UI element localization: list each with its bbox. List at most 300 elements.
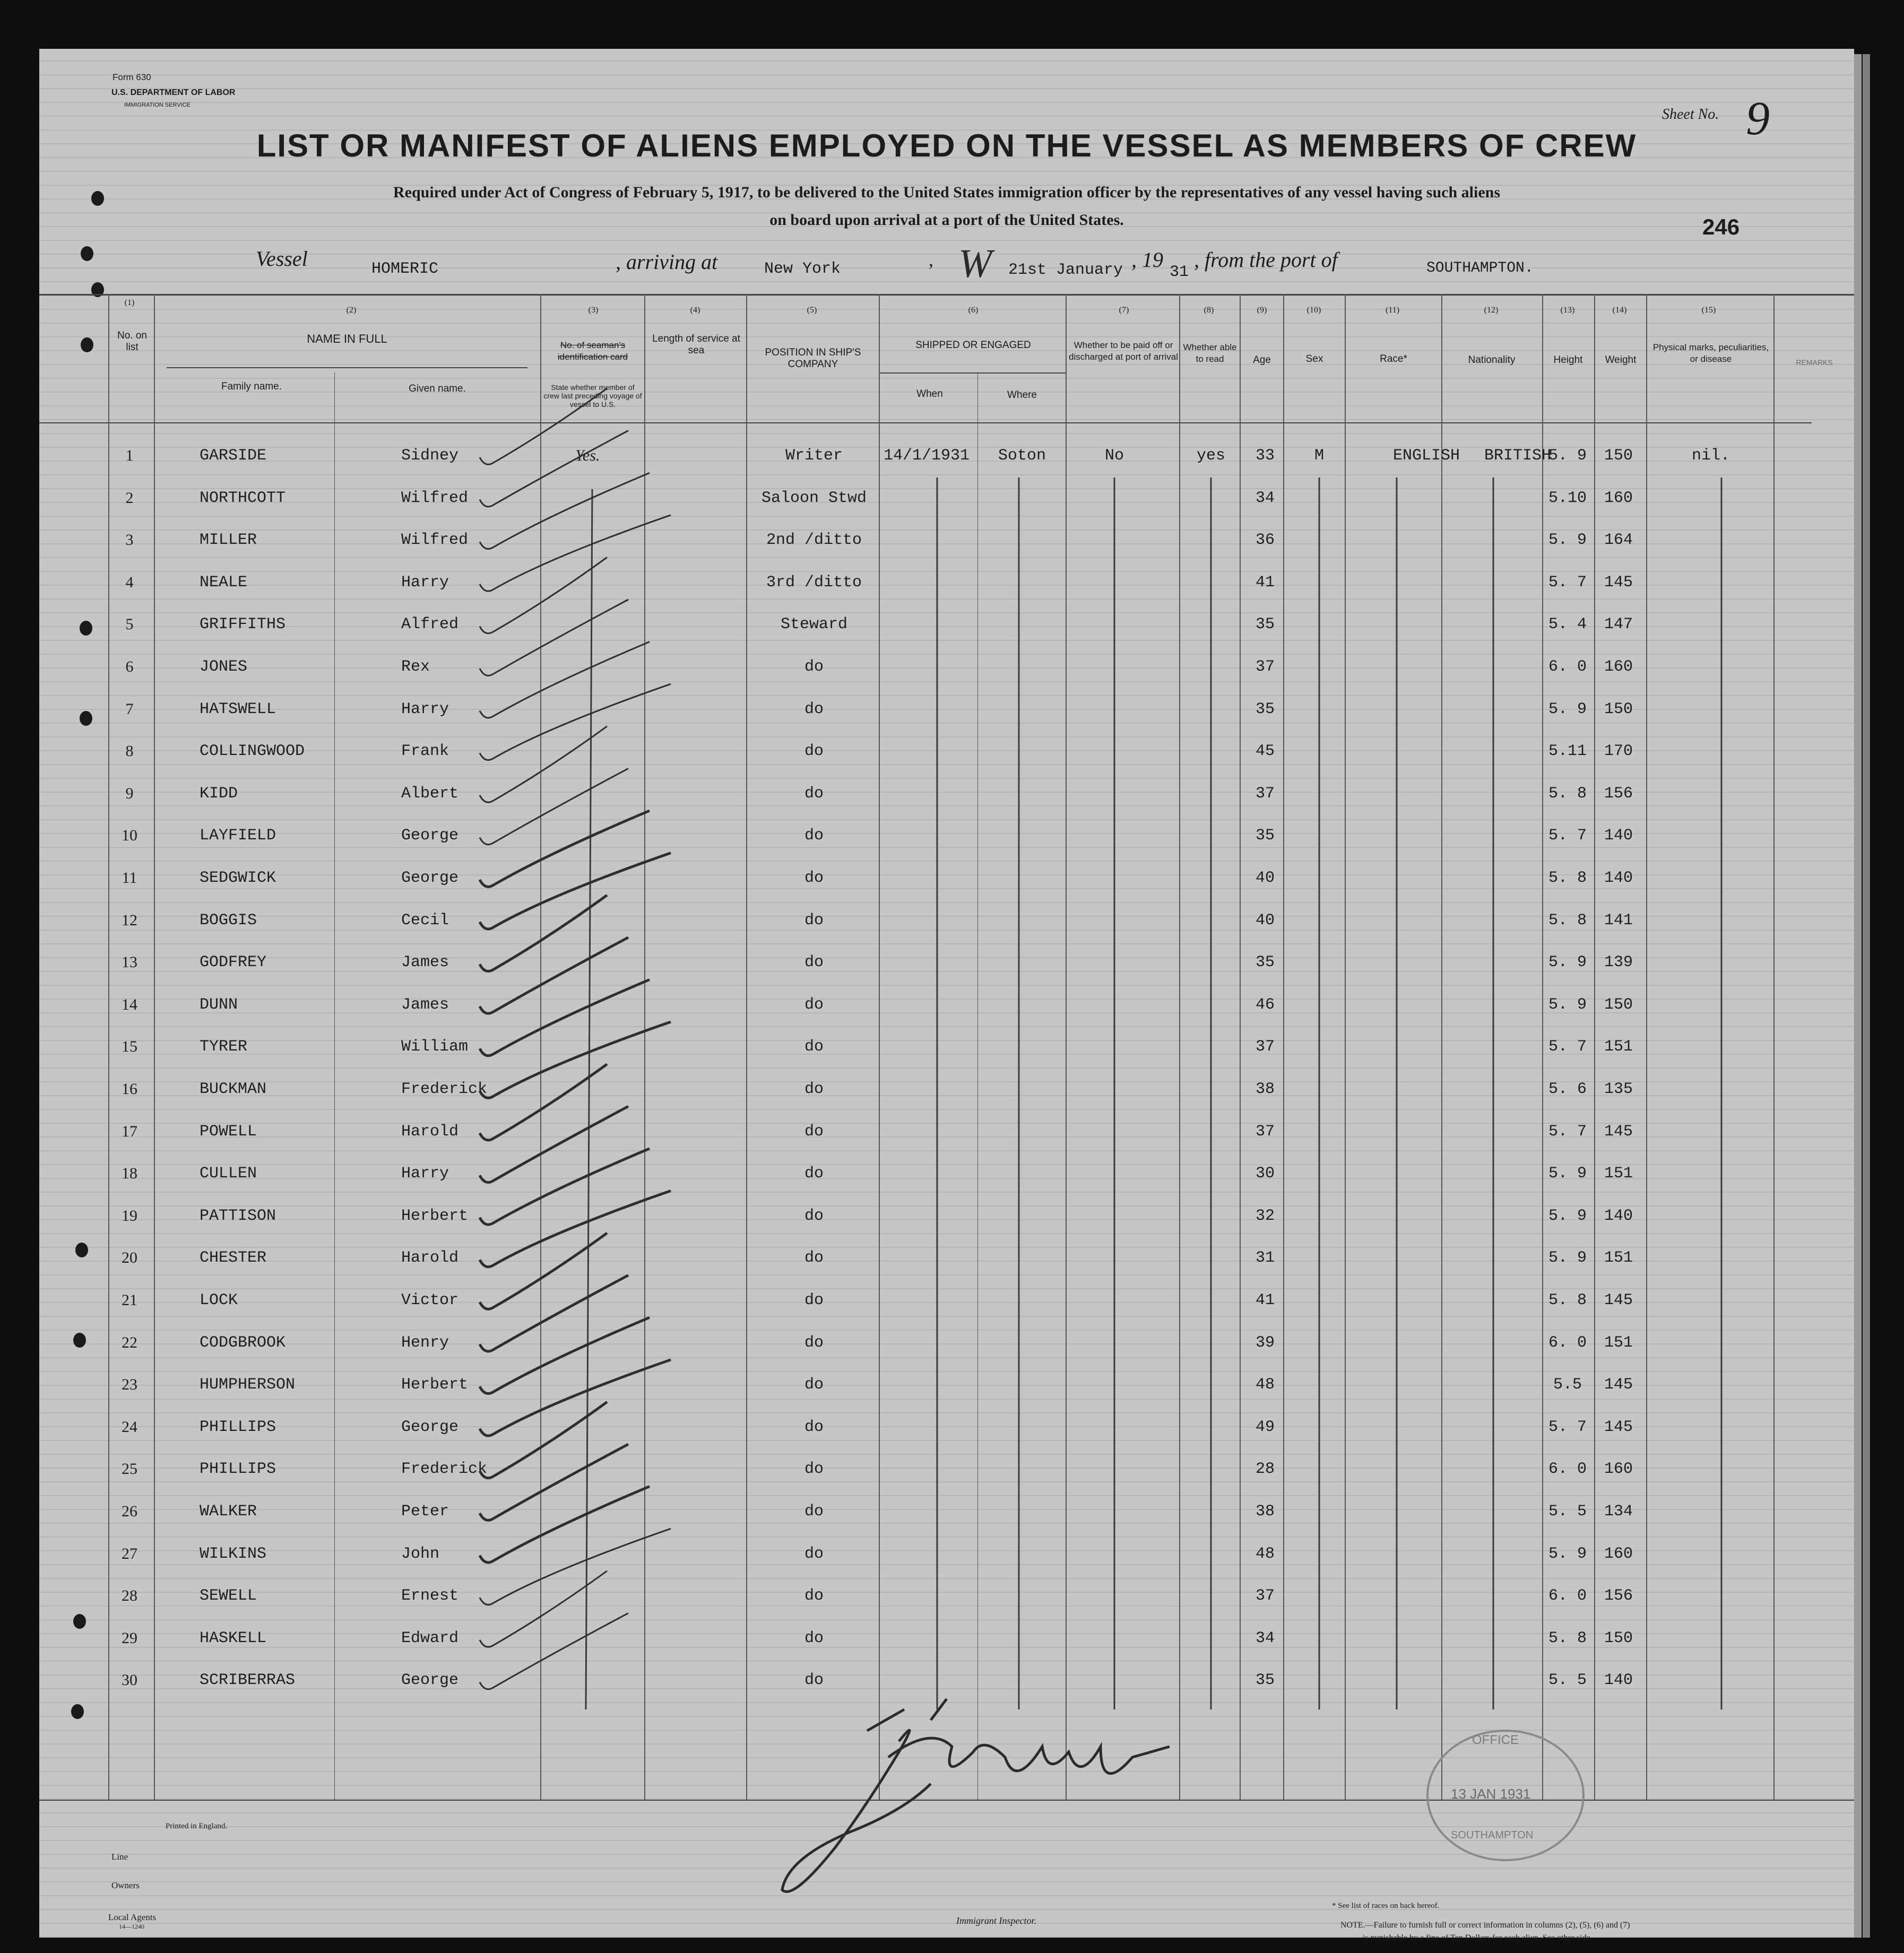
page-title: LIST OR MANIFEST OF ALIENS EMPLOYED ON THE VESSEL AS MEMBERS OF CREW bbox=[256, 128, 1637, 163]
cell-age: 48 bbox=[1255, 1544, 1275, 1563]
cell-age: 28 bbox=[1255, 1460, 1275, 1479]
cell-height: 6. 0 bbox=[1548, 658, 1587, 676]
cell-weight: 151 bbox=[1604, 1165, 1633, 1183]
column-number: (5) bbox=[807, 306, 817, 315]
header-name-in-full: NAME IN FULL bbox=[307, 332, 387, 345]
cell-family: MILLER bbox=[200, 531, 257, 550]
cell-height: 5. 8 bbox=[1548, 869, 1587, 887]
cell-height: 5.11 bbox=[1548, 742, 1587, 761]
year-suffix: 31 bbox=[1170, 263, 1189, 281]
header-position: POSITION IN SHIP'S COMPANY bbox=[765, 347, 861, 370]
vessel-name: HOMERIC bbox=[371, 260, 439, 278]
printed-note: Printed in England. bbox=[166, 1822, 228, 1830]
from-port: SOUTHAMPTON. bbox=[1426, 260, 1534, 276]
header-seaman-note: State whether member of crew last preceding voyage of vessel to U.S. bbox=[543, 383, 642, 409]
cell-sex: M bbox=[1314, 447, 1324, 465]
cell-position: do bbox=[804, 911, 824, 930]
cell-weight: 156 bbox=[1604, 1587, 1633, 1605]
cell-height: 5. 7 bbox=[1548, 827, 1587, 845]
cell-height: 5.10 bbox=[1548, 489, 1587, 507]
cell-no: 13 bbox=[122, 953, 137, 971]
cell-no: 1 bbox=[125, 447, 134, 464]
line-label: Line bbox=[111, 1852, 128, 1862]
cell-weight: 139 bbox=[1604, 953, 1633, 972]
column-number: (10) bbox=[1306, 306, 1321, 315]
cell-no: 18 bbox=[122, 1165, 137, 1183]
header-no-on-list: No. on list bbox=[117, 330, 147, 353]
cell-height: 5. 9 bbox=[1548, 1206, 1587, 1225]
cell-age: 37 bbox=[1255, 1038, 1275, 1056]
cell-weight: 145 bbox=[1604, 1122, 1633, 1141]
penalty-note-1: NOTE.—Failure to furnish full or correct information in columns (2), (5), (6) and (7) bbox=[1340, 1921, 1630, 1930]
cell-height: 5. 9 bbox=[1548, 700, 1587, 718]
cell-family: JONES bbox=[200, 658, 248, 676]
cell-weight: 160 bbox=[1604, 658, 1633, 676]
cell-weight: 160 bbox=[1604, 1544, 1633, 1563]
stamp-top: OFFICE bbox=[1472, 1733, 1519, 1747]
header-physical: Physical marks, peculiarities, or disease bbox=[1652, 342, 1769, 364]
check-mark bbox=[480, 1613, 628, 1689]
year-prefix: , 19 bbox=[1131, 248, 1163, 272]
cell-given: James bbox=[401, 953, 449, 972]
arriving-port: New York bbox=[764, 260, 841, 278]
cell-position: do bbox=[804, 784, 824, 803]
cell-age: 30 bbox=[1255, 1165, 1275, 1183]
cell-height: 5. 8 bbox=[1548, 911, 1587, 930]
owners-label: Owners bbox=[111, 1880, 140, 1890]
page-stamp: 246 bbox=[1702, 214, 1740, 239]
cell-no: 17 bbox=[122, 1122, 137, 1140]
header-able-read: Whether able to read bbox=[1183, 342, 1237, 364]
cell-weight: 141 bbox=[1604, 911, 1633, 930]
cell-weight: 150 bbox=[1604, 700, 1633, 718]
header-sex: Sex bbox=[1305, 353, 1323, 364]
cell-no: 4 bbox=[125, 573, 134, 591]
handwritten-mark: W bbox=[958, 241, 992, 286]
cell-family: SCRIBERRAS bbox=[200, 1671, 296, 1690]
cell-position: Steward bbox=[780, 615, 848, 634]
column-number: (14) bbox=[1612, 306, 1627, 315]
check-mark bbox=[480, 811, 650, 887]
arrival-date: 21st January bbox=[1008, 261, 1123, 279]
cell-age: 33 bbox=[1255, 447, 1275, 465]
inspector-signature bbox=[729, 1667, 1207, 1932]
cell-family: COLLINGWOOD bbox=[200, 742, 305, 761]
header-remarks: REMARKS bbox=[1796, 358, 1833, 367]
cell-given: Ernest bbox=[401, 1587, 459, 1605]
cell-given: John bbox=[401, 1544, 440, 1563]
sheet-number: 9 bbox=[1746, 92, 1770, 145]
cell-position: 3rd /ditto bbox=[766, 573, 862, 592]
column-number: (3) bbox=[588, 306, 599, 315]
cell-no: 23 bbox=[122, 1376, 137, 1394]
cell-position: do bbox=[804, 1080, 824, 1098]
cell-height: 5. 8 bbox=[1548, 1291, 1587, 1309]
cell-weight: 164 bbox=[1604, 531, 1633, 550]
cell-no: 19 bbox=[122, 1206, 137, 1225]
manifest-sheet bbox=[39, 49, 1854, 1942]
cell-height: 5. 5 bbox=[1548, 1503, 1587, 1521]
cell-height: 5. 9 bbox=[1548, 953, 1587, 972]
cell-family: HATSWELL bbox=[200, 700, 276, 718]
cell-height: 5. 7 bbox=[1548, 1418, 1587, 1436]
cell-weight: 145 bbox=[1604, 573, 1633, 592]
header-weight: Weight bbox=[1605, 354, 1637, 366]
cell-position: do bbox=[804, 1503, 824, 1521]
sheet-label: Sheet No. bbox=[1662, 106, 1719, 123]
cell-age: 38 bbox=[1255, 1503, 1275, 1521]
cell-weight: 140 bbox=[1604, 1206, 1633, 1225]
cell-family: CULLEN bbox=[200, 1165, 257, 1183]
cell-position: do bbox=[804, 953, 824, 972]
cell-given: George bbox=[401, 1671, 459, 1690]
cell-given: William bbox=[401, 1038, 469, 1056]
cell-no: 11 bbox=[122, 869, 137, 887]
cell-age: 37 bbox=[1255, 1122, 1275, 1141]
header-nationality: Nationality bbox=[1468, 354, 1516, 366]
cell-family: PHILLIPS bbox=[200, 1460, 276, 1479]
cell-height: 5. 8 bbox=[1548, 784, 1587, 803]
cell-position: do bbox=[804, 1376, 824, 1394]
cell-height: 5. 5 bbox=[1548, 1671, 1587, 1690]
cell-no: 3 bbox=[125, 531, 134, 549]
column-number: (13) bbox=[1560, 306, 1575, 315]
cell-family: SEDGWICK bbox=[200, 869, 276, 887]
check-mark bbox=[480, 768, 628, 844]
cell-weight: 140 bbox=[1604, 869, 1633, 887]
header-when: When bbox=[916, 388, 943, 400]
header-seaman-card: No. of seaman's identification card bbox=[557, 340, 628, 362]
cell-height: 5. 9 bbox=[1548, 995, 1587, 1014]
cell-given: Herbert bbox=[401, 1206, 469, 1225]
cell-given: Harry bbox=[401, 700, 449, 718]
cell-height: 5. 6 bbox=[1548, 1080, 1587, 1098]
check-mark bbox=[480, 938, 628, 1013]
column-number: (2) bbox=[346, 306, 357, 315]
cell-no: 5 bbox=[125, 615, 134, 633]
cell-position: Saloon Stwd bbox=[761, 489, 867, 507]
cell-height: 5. 7 bbox=[1548, 573, 1587, 592]
header-height: Height bbox=[1553, 354, 1583, 366]
check-mark bbox=[480, 473, 650, 549]
cell-family: GRIFFITHS bbox=[200, 615, 286, 634]
penalty-note-2: is punishable by a fine of Ten Dollars for each alien. See other side. bbox=[1363, 1933, 1593, 1942]
cell-no: 27 bbox=[122, 1544, 137, 1563]
stamp-date: 13 JAN 1931 bbox=[1451, 1786, 1531, 1802]
cell-no: 9 bbox=[125, 784, 134, 802]
column-number: (12) bbox=[1484, 306, 1499, 315]
cell-no: 21 bbox=[122, 1291, 137, 1309]
cell-given: Harry bbox=[401, 573, 449, 592]
cell-no: 29 bbox=[122, 1629, 137, 1647]
check-mark bbox=[480, 431, 628, 507]
cell-family: NEALE bbox=[200, 573, 248, 592]
cell-weight: 145 bbox=[1604, 1291, 1633, 1309]
cell-given: Harry bbox=[401, 1165, 449, 1183]
required-line-1: Required under Act of Congress of February 5, 1917, to be delivered to the United States immigration officer by the representatives of any vessel having such aliens bbox=[393, 184, 1500, 201]
cell-position: do bbox=[804, 1418, 824, 1436]
cell-height: 5. 9 bbox=[1548, 1249, 1587, 1268]
cell-family: BOGGIS bbox=[200, 911, 257, 930]
cell-position: do bbox=[804, 869, 824, 887]
cell-family: TYRER bbox=[200, 1038, 248, 1056]
cell-weight: 135 bbox=[1604, 1080, 1633, 1098]
cell-age: 34 bbox=[1255, 1629, 1275, 1647]
cell-age: 35 bbox=[1255, 615, 1275, 634]
column-number: (15) bbox=[1701, 306, 1716, 315]
cell-weight: 145 bbox=[1604, 1418, 1633, 1436]
cell-given: Harold bbox=[401, 1249, 459, 1268]
header-race: Race* bbox=[1380, 353, 1407, 364]
header-age: Age bbox=[1253, 354, 1271, 366]
cell-age: 36 bbox=[1255, 531, 1275, 550]
cell-paid: No bbox=[1104, 447, 1124, 465]
cell-height: 5. 9 bbox=[1548, 531, 1587, 550]
cell-race: ENGLISH bbox=[1392, 447, 1460, 465]
cell-age: 48 bbox=[1255, 1376, 1275, 1394]
cell-card: Yes. bbox=[575, 447, 600, 464]
cell-physical: nil. bbox=[1691, 447, 1730, 465]
cell-family: KIDD bbox=[200, 784, 238, 803]
cell-age: 37 bbox=[1255, 784, 1275, 803]
cell-age: 35 bbox=[1255, 1671, 1275, 1690]
cell-weight: 150 bbox=[1604, 1629, 1633, 1647]
cell-given: George bbox=[401, 1418, 459, 1436]
cell-weight: 147 bbox=[1604, 615, 1633, 634]
cell-age: 41 bbox=[1255, 573, 1275, 592]
cell-given: Peter bbox=[401, 1503, 449, 1521]
cell-age: 45 bbox=[1255, 742, 1275, 761]
cell-family: DUNN bbox=[200, 995, 238, 1014]
cell-weight: 170 bbox=[1604, 742, 1633, 761]
column-number: (7) bbox=[1119, 306, 1129, 315]
cell-family: WILKINS bbox=[200, 1544, 267, 1563]
cell-given: Frank bbox=[401, 742, 449, 761]
cell-no: 24 bbox=[122, 1418, 137, 1436]
cell-height: 5. 9 bbox=[1548, 1544, 1587, 1563]
cell-given: Harold bbox=[401, 1122, 459, 1141]
check-mark bbox=[480, 1149, 650, 1225]
cell-given: Rex bbox=[401, 658, 430, 676]
check-mark bbox=[480, 1106, 628, 1182]
column-number: (6) bbox=[968, 306, 979, 315]
cell-height: 5. 9 bbox=[1548, 1165, 1587, 1183]
cell-family: HUMPHERSON bbox=[200, 1376, 296, 1394]
cell-age: 35 bbox=[1255, 827, 1275, 845]
cell-given: George bbox=[401, 827, 459, 845]
column-number: (9) bbox=[1257, 306, 1267, 315]
cell-weight: 151 bbox=[1604, 1038, 1633, 1056]
check-mark bbox=[480, 979, 650, 1055]
cell-position: do bbox=[804, 658, 824, 676]
cell-family: WALKER bbox=[200, 1503, 257, 1521]
cell-family: CHESTER bbox=[200, 1249, 267, 1268]
local-agents-label: Local Agents bbox=[108, 1912, 157, 1922]
cell-no: 2 bbox=[125, 489, 134, 507]
cell-height: 6. 0 bbox=[1548, 1333, 1587, 1352]
cell-age: 38 bbox=[1255, 1080, 1275, 1098]
cell-given: Edward bbox=[401, 1629, 459, 1647]
form-number: Form 630 bbox=[112, 72, 151, 82]
cell-weight: 160 bbox=[1604, 1460, 1633, 1479]
department: U.S. DEPARTMENT OF LABOR bbox=[111, 88, 236, 97]
column-number: (8) bbox=[1204, 306, 1214, 315]
check-mark bbox=[480, 600, 628, 675]
header-where: Where bbox=[1007, 389, 1037, 401]
cell-given: Cecil bbox=[401, 911, 449, 930]
cell-position: do bbox=[804, 1671, 824, 1690]
cell-no: 26 bbox=[122, 1503, 137, 1520]
cell-position: do bbox=[804, 1629, 824, 1647]
cell-given: Sidney bbox=[401, 447, 459, 465]
cell-position: do bbox=[804, 1291, 824, 1309]
column-number: (1) bbox=[124, 298, 135, 307]
race-note: * See list of races on back hereof. bbox=[1332, 1902, 1440, 1910]
cell-weight: 150 bbox=[1604, 447, 1633, 465]
cell-position: do bbox=[804, 1587, 824, 1605]
cell-position: do bbox=[804, 1249, 824, 1268]
arriving-label: , arriving at bbox=[616, 250, 718, 274]
cell-family: GARSIDE bbox=[200, 447, 267, 465]
cell-height: 5. 4 bbox=[1548, 615, 1587, 634]
cell-family: NORTHCOTT bbox=[200, 489, 286, 507]
cell-no: 30 bbox=[122, 1671, 137, 1689]
cell-weight: 156 bbox=[1604, 784, 1633, 803]
cell-no: 6 bbox=[125, 658, 134, 675]
check-mark bbox=[480, 1317, 650, 1393]
check-mark bbox=[480, 1444, 628, 1520]
cell-height: 5. 8 bbox=[1548, 1629, 1587, 1647]
cell-no: 12 bbox=[122, 911, 137, 929]
ditto-stroke bbox=[586, 489, 592, 1709]
cell-when: 14/1/1931 bbox=[883, 447, 970, 465]
cell-position: do bbox=[804, 1165, 824, 1183]
cell-weight: 140 bbox=[1604, 1671, 1633, 1690]
inspector-label: Immigrant Inspector. bbox=[956, 1915, 1036, 1926]
column-number: (11) bbox=[1385, 306, 1400, 315]
check-mark bbox=[480, 642, 650, 718]
cell-position: do bbox=[804, 995, 824, 1014]
cell-age: 35 bbox=[1255, 953, 1275, 972]
cell-weight: 145 bbox=[1604, 1376, 1633, 1394]
cell-position: do bbox=[804, 1206, 824, 1225]
check-mark bbox=[480, 1275, 628, 1351]
cell-read: yes bbox=[1196, 447, 1225, 465]
cell-position: do bbox=[804, 1544, 824, 1563]
cell-age: 40 bbox=[1255, 911, 1275, 930]
cell-no: 15 bbox=[122, 1038, 137, 1056]
cell-age: 37 bbox=[1255, 1587, 1275, 1605]
cell-position: do bbox=[804, 700, 824, 718]
cell-family: GODFREY bbox=[200, 953, 267, 972]
cell-given: Wilfred bbox=[401, 531, 469, 550]
cell-age: 37 bbox=[1255, 658, 1275, 676]
cell-position: do bbox=[804, 1333, 824, 1352]
cell-height: 5. 9 bbox=[1548, 447, 1587, 465]
stamp-bottom: SOUTHAMPTON bbox=[1451, 1829, 1534, 1841]
cell-position: 2nd /ditto bbox=[766, 531, 862, 550]
cell-age: 41 bbox=[1255, 1291, 1275, 1309]
cell-no: 25 bbox=[122, 1460, 137, 1478]
cell-no: 8 bbox=[125, 742, 134, 760]
from-port-label: , from the port of bbox=[1194, 248, 1338, 272]
header-length-service: Length of service at sea bbox=[652, 333, 740, 356]
cell-age: 35 bbox=[1255, 700, 1275, 718]
cell-age: 31 bbox=[1255, 1249, 1275, 1268]
cell-position: Writer bbox=[785, 447, 843, 465]
cell-family: POWELL bbox=[200, 1122, 257, 1141]
cell-height: 5. 7 bbox=[1548, 1122, 1587, 1141]
cell-family: SEWELL bbox=[200, 1587, 257, 1605]
cell-height: 6. 0 bbox=[1548, 1587, 1587, 1605]
cell-weight: 151 bbox=[1604, 1333, 1633, 1352]
cell-no: 28 bbox=[122, 1587, 137, 1605]
cell-height: 5.5 bbox=[1553, 1376, 1582, 1394]
cell-where: Soton bbox=[998, 447, 1046, 465]
cell-position: do bbox=[804, 742, 824, 761]
cell-family: LOCK bbox=[200, 1291, 238, 1309]
cell-age: 34 bbox=[1255, 489, 1275, 507]
cell-family: HASKELL bbox=[200, 1629, 267, 1647]
cell-weight: 160 bbox=[1604, 489, 1633, 507]
vessel-label: Vessel bbox=[256, 247, 308, 271]
cell-given: Henry bbox=[401, 1333, 449, 1352]
cell-weight: 134 bbox=[1604, 1503, 1633, 1521]
cell-no: 20 bbox=[122, 1249, 137, 1267]
check-mark bbox=[480, 1487, 650, 1563]
cell-given: Albert bbox=[401, 784, 459, 803]
comma: , bbox=[929, 249, 933, 270]
header-shipped: SHIPPED OR ENGAGED bbox=[915, 340, 1031, 351]
cell-weight: 140 bbox=[1604, 827, 1633, 845]
form-code: 14—1240 bbox=[119, 1923, 144, 1930]
cell-family: BUCKMAN bbox=[200, 1080, 267, 1098]
cell-family: LAYFIELD bbox=[200, 827, 276, 845]
cell-given: Frederick bbox=[401, 1460, 488, 1479]
cell-position: do bbox=[804, 827, 824, 845]
cell-position: do bbox=[804, 1122, 824, 1141]
cell-family: PHILLIPS bbox=[200, 1418, 276, 1436]
cell-nationality: BRITISH bbox=[1484, 447, 1552, 465]
cell-position: do bbox=[804, 1038, 824, 1056]
cell-given: Wilfred bbox=[401, 489, 469, 507]
cell-given: James bbox=[401, 995, 449, 1014]
cell-given: Victor bbox=[401, 1291, 459, 1309]
cell-height: 6. 0 bbox=[1548, 1460, 1587, 1479]
cell-given: George bbox=[401, 869, 459, 887]
cell-no: 7 bbox=[125, 700, 134, 718]
cell-given: Frederick bbox=[401, 1080, 488, 1098]
service: IMMIGRATION SERVICE bbox=[124, 102, 191, 108]
cell-no: 22 bbox=[122, 1333, 137, 1351]
header-paid-off: Whether to be paid off or discharged at port of arrival bbox=[1069, 340, 1178, 362]
cell-given: Herbert bbox=[401, 1376, 469, 1394]
cell-age: 39 bbox=[1255, 1333, 1275, 1352]
cell-weight: 150 bbox=[1604, 995, 1633, 1014]
cell-age: 40 bbox=[1255, 869, 1275, 887]
cell-age: 49 bbox=[1255, 1418, 1275, 1436]
cell-no: 16 bbox=[122, 1080, 137, 1098]
header-family-name: Family name. bbox=[221, 381, 282, 392]
cell-age: 32 bbox=[1255, 1206, 1275, 1225]
cell-family: CODGBROOK bbox=[200, 1333, 286, 1352]
handwritten-ticks bbox=[39, 49, 1854, 1938]
cell-position: do bbox=[804, 1460, 824, 1479]
header-given-name: Given name. bbox=[409, 383, 466, 394]
cell-given: Alfred bbox=[401, 615, 459, 634]
cell-height: 5. 7 bbox=[1548, 1038, 1587, 1056]
cell-weight: 151 bbox=[1604, 1249, 1633, 1268]
